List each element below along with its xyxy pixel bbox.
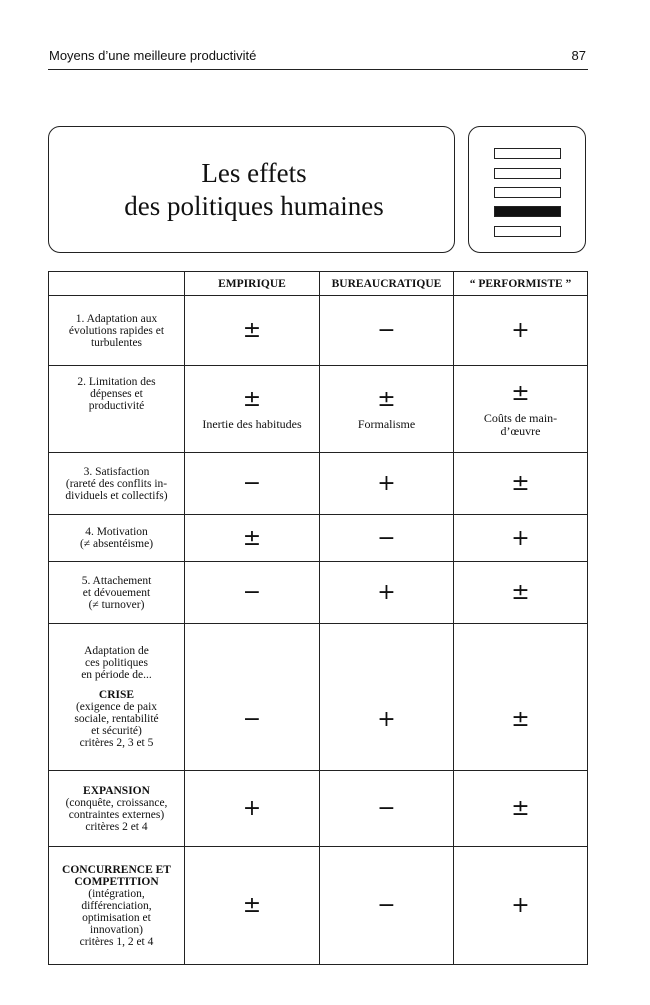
rating-cell: ± Coûts de main-d’œuvre (454, 366, 588, 453)
rating-cell: ± (454, 624, 588, 771)
rating-cell: − (185, 562, 320, 624)
rating-cell: ± Formalisme (320, 366, 454, 453)
indicator-bar-icon (494, 168, 561, 179)
running-header (48, 47, 588, 70)
table-row (49, 624, 588, 771)
indicator-bar-icon (494, 148, 561, 159)
rating-cell: ± (185, 515, 320, 562)
table-row (49, 562, 588, 624)
rating-cell: + (320, 453, 454, 515)
rating-cell: + (454, 296, 588, 366)
chapter-title-line-2: des politiques humaines (124, 190, 384, 221)
page-number: 87 (571, 48, 586, 63)
column-header: BUREAUCRATIQUE (320, 272, 454, 296)
table-header-row (49, 272, 588, 296)
rating-cell: + (320, 624, 454, 771)
rating-cell: ± (454, 453, 588, 515)
rating-cell: + (185, 771, 320, 847)
indicator-bar-icon (494, 226, 561, 237)
column-header: EMPIRIQUE (185, 272, 320, 296)
indicator-bar-active-icon (494, 206, 561, 217)
rating-cell: − (320, 296, 454, 366)
criterion-cell: 2. Limitation des dépenses et productivité (49, 366, 185, 453)
rating-cell: − (185, 624, 320, 771)
indicator-bar-icon (494, 187, 561, 198)
chapter-title-line-1: Les effets (201, 157, 307, 188)
rating-cell: + (454, 515, 588, 562)
rating-cell: ± (454, 771, 588, 847)
period-heading: CONCURRENCE ET COMPETITION (62, 863, 171, 888)
section-indicator-icon (468, 126, 586, 253)
running-title: Moyens d’une meilleure productivité (49, 48, 257, 63)
table-row (49, 771, 588, 847)
table-row (49, 515, 588, 562)
table-row (49, 366, 588, 453)
corner-cell (49, 272, 185, 296)
rating-note: Inertie des habitudes (202, 417, 302, 431)
criterion-cell: 4. Motivation (≠ absentéisme) (49, 515, 185, 562)
criterion-cell: 1. Adaptation aux évolutions rapides et turbulentes (49, 296, 185, 366)
rating-cell: ± (185, 847, 320, 965)
rating-cell: ± (454, 562, 588, 624)
rating-note: Formalisme (357, 417, 416, 431)
rating-cell: + (454, 847, 588, 965)
rating-cell: + (320, 562, 454, 624)
criterion-cell: EXPANSION (conquête, croissance, contraintes externes) critères 2 et 4 (49, 771, 185, 847)
criterion-cell: 3. Satisfaction (rareté des conflits in- dividuels et collectifs) (49, 453, 185, 515)
criterion-cell: Adaptation de ces politiques en période de... CRISE (exigence de paix sociale, rentabilité et sécurité) critères 2, 3 et 5 (49, 624, 185, 771)
comparison-table (48, 271, 588, 965)
period-heading: CRISE (98, 689, 135, 701)
table-row (49, 453, 588, 515)
criterion-cell: CONCURRENCE ET COMPETITION (intégration, différenciation, optimisation et innovation) critères 1, 2 et 4 (49, 847, 185, 965)
rating-cell: − (320, 847, 454, 965)
rating-cell: − (185, 453, 320, 515)
rating-cell: ± (185, 296, 320, 366)
rating-cell: ± Inertie des habitudes (185, 366, 320, 453)
column-header: “ PERFORMISTE ” (454, 272, 588, 296)
table-row (49, 847, 588, 965)
table-row (49, 296, 588, 366)
criterion-cell: 5. Attachement et dévouement (≠ turnover) (49, 562, 185, 624)
period-heading: EXPANSION (83, 784, 150, 797)
chapter-title-box (48, 126, 455, 253)
rating-cell: − (320, 515, 454, 562)
rating-note: Coûts de main-d’œuvre (483, 410, 558, 438)
rating-cell: − (320, 771, 454, 847)
